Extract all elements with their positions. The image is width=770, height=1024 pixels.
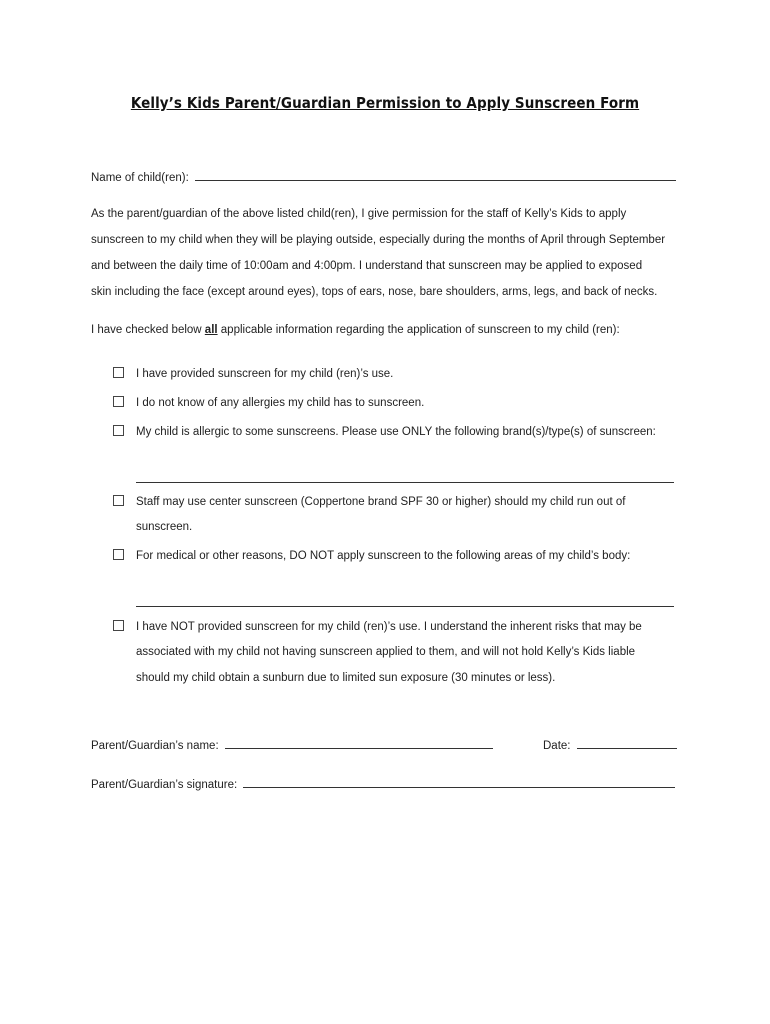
- option-provided-sunscreen: [113, 367, 393, 380]
- checkbox-center-sunscreen[interactable]: [113, 495, 124, 506]
- option-not-provided-label: I have NOT provided sunscreen for my child (ren)’s use. I understand the inherent risks that may be: [136, 621, 642, 633]
- option-no-allergies: [113, 396, 424, 409]
- option-not-provided-cont-2: should my child obtain a sunburn due to limited sun exposure (30 minutes or less).: [136, 672, 556, 684]
- child-name-label: Name of child(ren):: [91, 172, 189, 184]
- option-allergic-label: My child is allergic to some sunscreens. Please use ONLY the following brand(s)/type(s) of sunscreen:: [136, 426, 656, 438]
- form-title: Kelly’s Kids Parent/Guardian Permission to Apply Sunscreen Form: [130, 94, 640, 112]
- guardian-signature-row: [91, 775, 675, 791]
- option-do-not-apply-label: For medical or other reasons, DO NOT apply sunscreen to the following areas of my child’s body:: [136, 550, 631, 562]
- option-center-sunscreen-cont: sunscreen.: [136, 521, 193, 533]
- option-no-allergies-label: I do not know of any allergies my child has to sunscreen.: [136, 397, 425, 409]
- allergic-brand-field[interactable]: [136, 482, 674, 483]
- guardian-signature-label: Parent/Guardian’s signature:: [91, 779, 238, 791]
- instruction-emphasis: all: [204, 324, 218, 336]
- intro-line-2: sunscreen to my child when they will be playing outside, especially during the months of April through September: [91, 234, 666, 246]
- option-provided-sunscreen-label: I have provided sunscreen for my child (ren)’s use.: [136, 368, 394, 380]
- intro-line-1: As the parent/guardian of the above listed child(ren), I give permission for the staff of Kelly’s Kids to apply: [91, 208, 627, 220]
- guardian-signature-field[interactable]: [243, 775, 675, 788]
- checkbox-allergic[interactable]: [113, 425, 124, 436]
- option-center-sunscreen-label: Staff may use center sunscreen (Coppertone brand SPF 30 or higher) should my child run out of: [136, 496, 626, 508]
- option-do-not-apply: [113, 549, 630, 562]
- instruction-before: I have checked below: [91, 324, 205, 336]
- option-center-sunscreen: [113, 495, 625, 508]
- do-not-apply-areas-field[interactable]: [136, 606, 674, 607]
- option-not-provided-cont-1: associated with my child not having sunscreen applied to them, and will not hold Kelly’s Kids liable: [136, 646, 636, 658]
- checkbox-provided-sunscreen[interactable]: [113, 367, 124, 378]
- instruction-after: applicable information regarding the application of sunscreen to my child (ren):: [217, 324, 620, 336]
- checkbox-not-provided[interactable]: [113, 620, 124, 631]
- checkbox-no-allergies[interactable]: [113, 396, 124, 407]
- checked-below-instruction: [91, 324, 620, 336]
- option-not-provided: [113, 620, 642, 633]
- child-name-field[interactable]: [195, 168, 676, 181]
- date-row: [543, 736, 677, 752]
- guardian-name-row: [91, 736, 493, 752]
- guardian-name-field[interactable]: [225, 736, 493, 749]
- intro-line-3: and between the daily time of 10:00am and 4:00pm. I understand that sunscreen may be applied to exposed: [91, 260, 643, 272]
- child-name-row: [91, 168, 676, 184]
- date-field[interactable]: [577, 736, 677, 749]
- guardian-name-label: Parent/Guardian’s name:: [91, 740, 219, 752]
- intro-line-4: skin including the face (except around eyes), tops of ears, nose, bare shoulders, arms, legs, and back of necks.: [91, 286, 658, 298]
- checkbox-do-not-apply[interactable]: [113, 549, 124, 560]
- date-label: Date:: [543, 740, 571, 752]
- option-allergic: [113, 425, 656, 438]
